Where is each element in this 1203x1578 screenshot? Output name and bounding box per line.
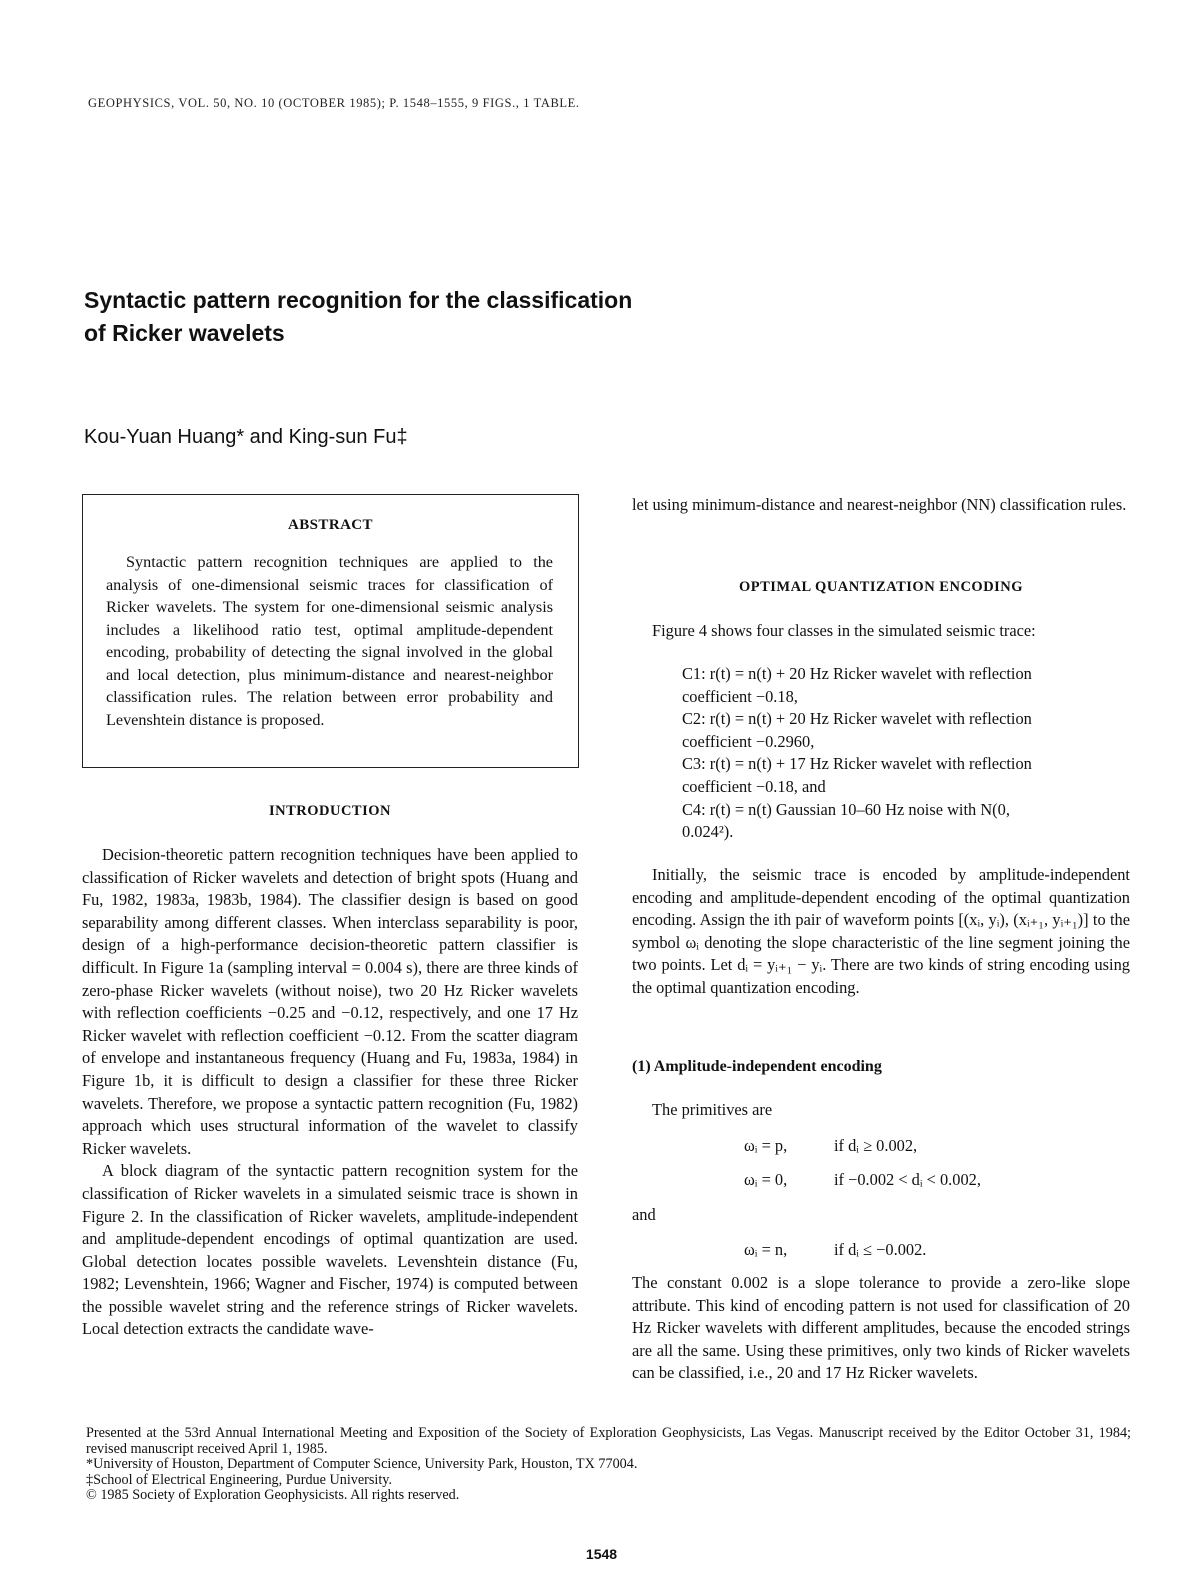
class-expr: r(t) = n(t) + 20 Hz Ricker wavelet with reflection bbox=[709, 709, 1032, 729]
class-label: C1: bbox=[682, 664, 706, 683]
primitives-intro: The primitives are bbox=[652, 1100, 773, 1119]
oqe-paragraph-text: Initially, the seismic trace is encoded by amplitude-independent encoding and amplitude-dependent encoding of the optimal quantization encoding. Assign the ith pair of waveform points [(xᵢ, yᵢ), (xᵢ₊₁, yᵢ₊₁)] to the symbol ωᵢ denoting the slope characteristic of the line segment joining the two points. Let dᵢ = yᵢ₊₁ − yᵢ. There are two kinds of string encoding using the optimal quantization encoding. bbox=[632, 865, 1130, 997]
abstract-text: Syntactic pattern recognition techniques are applied to the analysis of one-dimensional seismic traces for classification of Ricker wavelets. The system for one-dimensional seismic analysis includes a likelihood ratio test, optimal amplitude-dependent encoding, probability of detecting the signal involved in the global and local detection, plus minimum-distance and nearest-neighbor classification rules. The relation between error probability and Levenshtein distance is proposed. bbox=[106, 553, 553, 729]
class-expr: r(t) = n(t) Gaussian 10–60 Hz noise with N(0, bbox=[709, 799, 1010, 819]
class-c4 bbox=[682, 799, 1132, 822]
oqe-paragraph bbox=[632, 864, 1130, 1000]
and-connector: and bbox=[632, 1205, 656, 1224]
title-line-1: Syntactic pattern recognition for the classification bbox=[84, 287, 633, 313]
equation-3-rhs: if dᵢ ≤ −0.002. bbox=[834, 1240, 927, 1259]
equation-1-rhs: if dᵢ ≥ 0.002, bbox=[834, 1136, 918, 1155]
authors: Kou-Yuan Huang* and King-sun Fu‡ bbox=[84, 426, 408, 448]
equation-2-rhs: if −0.002 < dᵢ < 0.002, bbox=[834, 1170, 981, 1189]
class-cont: coefficient −0.18, bbox=[682, 686, 798, 706]
class-expr: r(t) = n(t) + 17 Hz Ricker wavelet with reflection bbox=[709, 754, 1032, 774]
abstract-heading: ABSTRACT bbox=[288, 517, 373, 533]
class-label: C2: bbox=[682, 709, 706, 729]
class-c2 bbox=[682, 708, 1132, 731]
class-label: C4: bbox=[682, 799, 706, 819]
class-expr: r(t) = n(t) + 20 Hz Ricker wavelet with reflection bbox=[709, 664, 1032, 683]
class-cont: 0.024²). bbox=[682, 822, 734, 842]
footnote-presented: Presented at the 53rd Annual International Meeting and Exposition of the Society of Exploration Geophysicists, Las Vegas. Manuscript received by the Editor October 31, 1984; revised manuscript received April 1, 1985. bbox=[86, 1425, 1131, 1457]
paper-title bbox=[84, 284, 844, 350]
equation-3-lhs: ωᵢ = n, bbox=[744, 1240, 788, 1259]
journal-header: GEOPHYSICS, VOL. 50, NO. 10 (OCTOBER 1985); P. 1548–1555, 9 FIGS., 1 TABLE. bbox=[88, 96, 580, 110]
introduction-para-2: A block diagram of the syntactic pattern recognition system for the classification of Ricker wavelets in a simulated seismic trace is shown in Figure 2. In the classification of Ricker wavelets, amplitude-independent and amplitude-dependent encodings of optimal quantization are used. Global detection locates possible wavelets. Levenshtein distance (Fu, 1982; Levenshtein, 1966; Wagner and Fischer, 1974) is computed between the possible wavelet string and the reference strings of Ricker wavelets. Local detection extracts the candidate wave- bbox=[82, 1161, 578, 1339]
aie-paragraph: The constant 0.002 is a slope tolerance to provide a zero-like slope attribute. This kind of encoding pattern is not used for classification of 20 Hz Ricker wavelets with different amplitudes, because the encoded strings are all the same. Using these primitives, only two kinds of Ricker wavelets can be classified, i.e., 20 and 17 Hz Ricker wavelets. bbox=[632, 1273, 1130, 1383]
class-c1 bbox=[682, 663, 1132, 686]
continued-text: let using minimum-distance and nearest-neighbor (NN) classification rules. bbox=[632, 495, 1127, 514]
introduction-heading: INTRODUCTION bbox=[268, 803, 391, 819]
class-label: C3: bbox=[682, 754, 706, 774]
class-cont: coefficient −0.2960, bbox=[682, 731, 815, 751]
footnote-affiliation-1: *University of Houston, Department of Computer Science, University Park, Houston, TX 77004. bbox=[86, 1456, 638, 1473]
footnote-affiliation-2: ‡School of Electrical Engineering, Purdue University. bbox=[86, 1471, 393, 1488]
oqe-intro bbox=[632, 620, 1130, 643]
class-cont: coefficient −0.18, and bbox=[682, 776, 826, 796]
class-c3 bbox=[682, 753, 1132, 776]
class-list bbox=[682, 663, 1132, 844]
introduction-body bbox=[82, 844, 578, 1341]
page-number: 1548 bbox=[585, 1546, 618, 1562]
oqe-heading: OPTIMAL QUANTIZATION ENCODING bbox=[738, 579, 1024, 595]
introduction-para-1: Decision-theoretic pattern recognition techniques have been applied to classification of Ricker wavelets and detection of bright spots (Huang and Fu, 1982, 1983a, 1983b, 1984). The classifier design is based on good separability among different classes. When interclass separability is poor, design of a high-performance decision-theoretic pattern classifier is difficult. In Figure 1a (sampling interval = 0.004 s), there are three kinds of zero-phase Ricker wavelets (without noise), two 20 Hz Ricker wavelets with reflection coefficients −0.25 and −0.12, respectively, and one 17 Hz Ricker wavelet with reflection coefficient −0.12. From the scatter diagram of envelope and instantaneous frequency (Huang and Fu, 1983a, 1984) in Figure 1b, it is difficult to design a classifier for these three Ricker wavelets. Therefore, we propose a syntactic pattern recognition (Fu, 1982) approach which uses structural information of the wavelet to classify Ricker wavelets. bbox=[82, 845, 578, 1158]
title-line-2: of Ricker wavelets bbox=[84, 320, 285, 346]
aie-heading: (1) Amplitude-independent encoding bbox=[632, 1058, 882, 1075]
footnote-copyright: © 1985 Society of Exploration Geophysicists. All rights reserved. bbox=[86, 1487, 460, 1504]
oqe-intro-text: Figure 4 shows four classes in the simulated seismic trace: bbox=[652, 621, 1036, 640]
equation-2-lhs: ωᵢ = 0, bbox=[744, 1170, 788, 1189]
equation-1-lhs: ωᵢ = p, bbox=[744, 1136, 788, 1155]
footnotes bbox=[86, 1426, 1131, 1504]
